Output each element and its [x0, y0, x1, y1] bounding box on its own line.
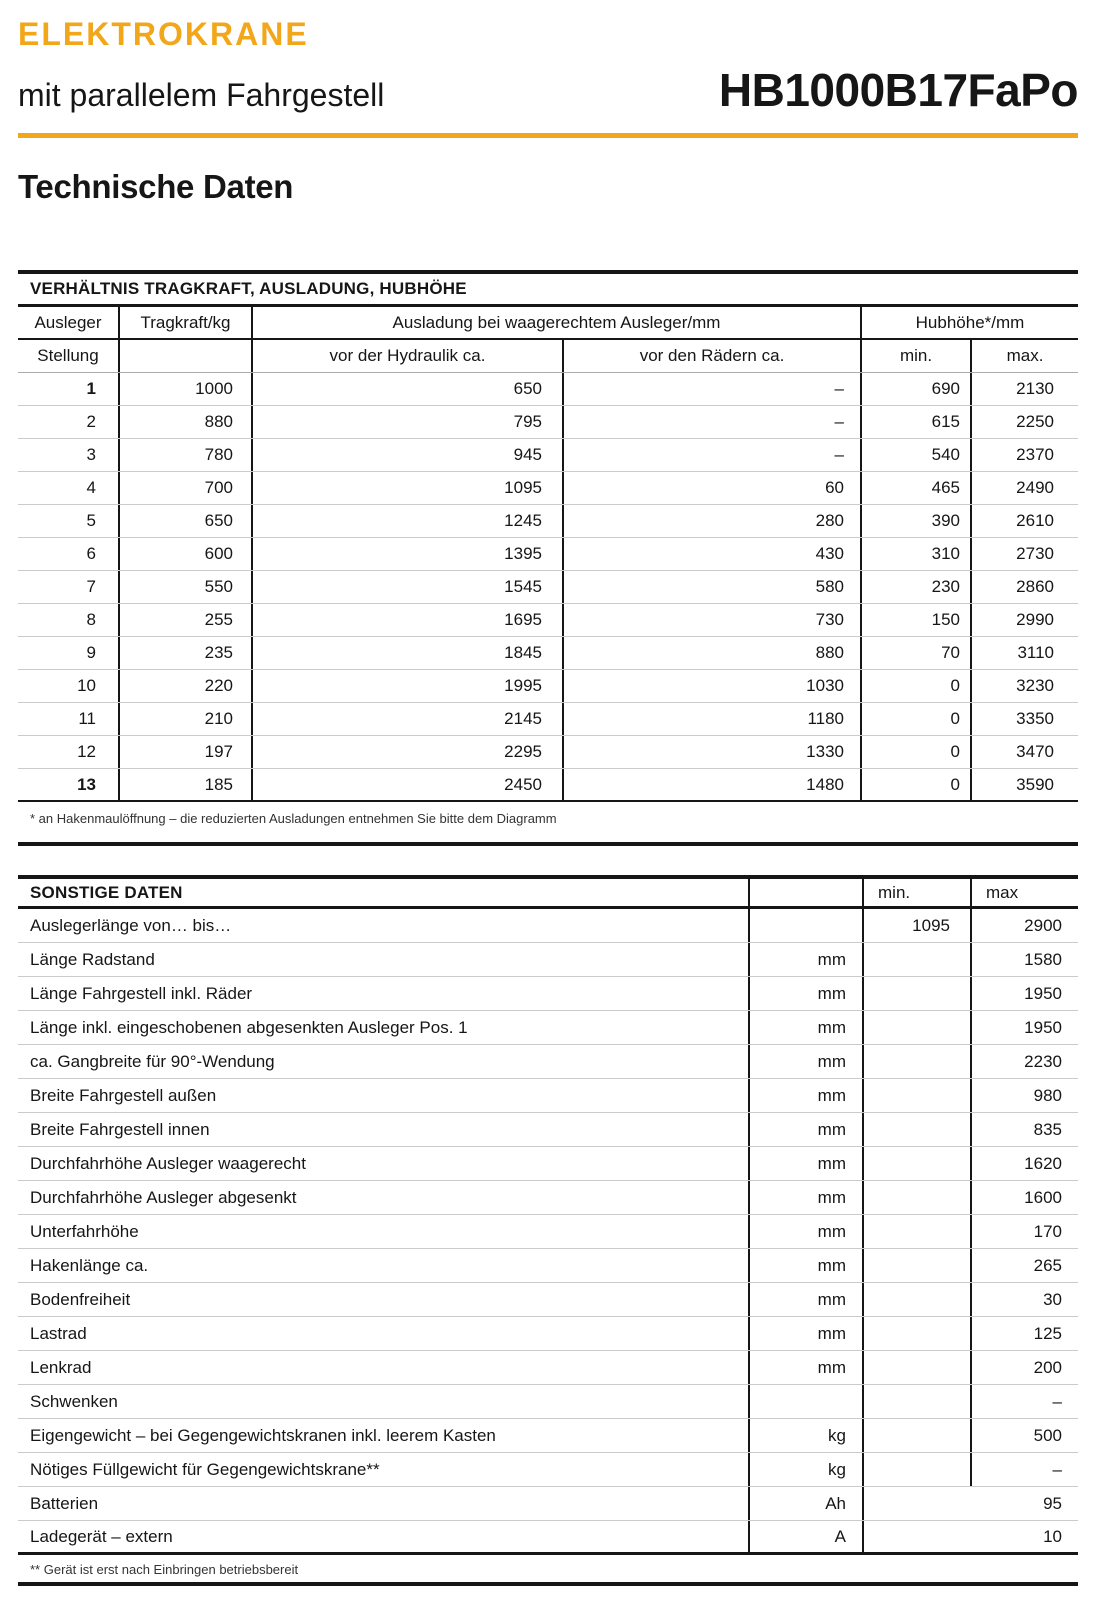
cell-min: 310: [860, 538, 970, 570]
cell-hydraulik: 1245: [251, 505, 562, 537]
cell-raeder: 280: [562, 505, 860, 537]
cell-max: 2730: [970, 538, 1078, 570]
cell-min: [862, 1079, 970, 1112]
cell-min: [862, 1385, 970, 1418]
cell-label: Eigengewicht – bei Gegengewichtskranen inkl. leerem Kasten: [30, 1425, 496, 1445]
cell-label: Breite Fahrgestell innen: [30, 1119, 210, 1139]
col-header-ausladung: Ausladung bei waagerechtem Ausleger/mm: [251, 307, 860, 338]
cell-min: [862, 1045, 970, 1078]
cell-max: 3350: [970, 703, 1078, 735]
cell-min: [862, 1113, 970, 1146]
cell-max: 125: [970, 1317, 1078, 1350]
cell-unit: mm: [748, 943, 862, 976]
cell-label: Lenkrad: [30, 1357, 92, 1377]
cell-label: Länge inkl. eingeschobenen abgesenkten Ausleger Pos. 1: [30, 1017, 468, 1037]
cell-raeder: –: [562, 439, 860, 471]
sonstige-daten-row: [18, 1453, 1078, 1487]
sonstige-daten-row: [18, 1419, 1078, 1453]
cell-unit: A: [748, 1521, 862, 1552]
cell-min: 690: [860, 373, 970, 405]
cell-max: 1950: [970, 1011, 1078, 1044]
tragkraft-table-title: VERHÄLTNIS TRAGKRAFT, AUSLADUNG, HUBHÖHE: [18, 270, 1078, 307]
cell-max: 95: [1043, 1493, 1062, 1513]
cell-raeder: 60: [562, 472, 860, 504]
cell-tragkraft: 700: [118, 472, 251, 504]
col-header-min: min.: [860, 340, 970, 372]
cell-max: 30: [970, 1283, 1078, 1316]
tragkraft-table-row: [18, 736, 1078, 769]
cell-hydraulik: 2450: [251, 769, 562, 800]
cell-unit: mm: [748, 1249, 862, 1282]
cell-hydraulik: 2295: [251, 736, 562, 768]
cell-min: [862, 1249, 970, 1282]
cell-max: 2130: [970, 373, 1078, 405]
cell-min: [862, 1419, 970, 1452]
cell-max: 265: [970, 1249, 1078, 1282]
tragkraft-table-row: [18, 703, 1078, 736]
product-subtitle: mit parallelem Fahrgestell: [18, 77, 385, 113]
cell-min: 0: [860, 769, 970, 800]
cell-hydraulik: 1695: [251, 604, 562, 636]
cell-raeder: 880: [562, 637, 860, 669]
cell-min: [862, 1351, 970, 1384]
sonstige-daten-row: [18, 1147, 1078, 1181]
cell-unit: mm: [748, 1147, 862, 1180]
cell-raeder: 580: [562, 571, 860, 603]
cell-hydraulik: 1845: [251, 637, 562, 669]
cell-stellung: 7: [86, 577, 96, 596]
cell-tragkraft: 220: [118, 670, 251, 702]
cell-max: 1600: [970, 1181, 1078, 1214]
cell-stellung: 10: [77, 676, 96, 695]
cell-min: [862, 943, 970, 976]
cell-label: Bodenfreiheit: [30, 1289, 131, 1309]
cell-max: 500: [970, 1419, 1078, 1452]
tragkraft-table-row: [18, 373, 1078, 406]
cell-max: 2490: [970, 472, 1078, 504]
cell-unit: mm: [748, 1181, 862, 1214]
tragkraft-table: [18, 270, 1078, 846]
sonstige-daten-row: [18, 1283, 1078, 1317]
header-divider: [18, 133, 1078, 138]
cell-max: 3590: [970, 769, 1078, 800]
cell-max: 1580: [970, 943, 1078, 976]
cell-stellung: 11: [78, 709, 96, 728]
cell-label: Schwenken: [30, 1391, 118, 1411]
cell-min: 1095: [862, 909, 970, 942]
model-number: HB1000B17FaPo: [718, 64, 1078, 116]
cell-max: 980: [970, 1079, 1078, 1112]
cell-unit: mm: [748, 1283, 862, 1316]
tragkraft-table-row: [18, 505, 1078, 538]
tragkraft-table-row: [18, 472, 1078, 505]
cell-unit: mm: [748, 1317, 862, 1350]
cell-min: 0: [860, 736, 970, 768]
cell-unit: mm: [748, 1045, 862, 1078]
col-header-max: max: [970, 879, 1078, 906]
cell-raeder: –: [562, 406, 860, 438]
cell-label: Hakenlänge ca.: [30, 1255, 149, 1275]
cell-raeder: 430: [562, 538, 860, 570]
cell-unit: kg: [748, 1419, 862, 1452]
cell-max: 2230: [970, 1045, 1078, 1078]
sonstige-daten-row: [18, 1181, 1078, 1215]
sonstige-daten-row: [18, 1079, 1078, 1113]
cell-hydraulik: 1545: [251, 571, 562, 603]
cell-max: 3110: [970, 637, 1078, 669]
cell-min: [862, 1011, 970, 1044]
cell-unit: mm: [748, 977, 862, 1010]
cell-stellung: 2: [86, 412, 96, 431]
sonstige-daten-row: [18, 1385, 1078, 1419]
sonstige-daten-row: [18, 1215, 1078, 1249]
sonstige-daten-table: [18, 875, 1078, 1586]
sonstige-daten-row: [18, 943, 1078, 977]
cell-max: 200: [970, 1351, 1078, 1384]
cell-max: 170: [970, 1215, 1078, 1248]
cell-min: [862, 1181, 970, 1214]
cell-tragkraft: 550: [118, 571, 251, 603]
cell-raeder: 1480: [562, 769, 860, 800]
cell-min: 70: [860, 637, 970, 669]
sonstige-daten-row: [18, 1351, 1078, 1385]
cell-stellung: 1: [86, 379, 96, 398]
tragkraft-table-row: [18, 670, 1078, 703]
cell-unit: kg: [748, 1453, 862, 1486]
cell-raeder: 1180: [562, 703, 860, 735]
cell-stellung: 9: [86, 643, 96, 662]
cell-raeder: 730: [562, 604, 860, 636]
header-row: [18, 63, 1078, 117]
cell-max: –: [970, 1385, 1078, 1418]
cell-stellung: 4: [86, 478, 96, 497]
cell-raeder: 1330: [562, 736, 860, 768]
cell-min: 0: [860, 703, 970, 735]
cell-unit: [748, 909, 862, 942]
col-header-empty: [118, 340, 251, 372]
cell-min: 150: [860, 604, 970, 636]
brand-title: ELEKTROKRANE: [18, 16, 309, 52]
col-header-ausleger: Ausleger: [34, 312, 102, 332]
cell-max: 2610: [970, 505, 1078, 537]
col-header-stellung: Stellung: [37, 346, 99, 365]
cell-min: 540: [860, 439, 970, 471]
cell-stellung: 8: [86, 610, 96, 629]
tragkraft-table-row: [18, 604, 1078, 637]
cell-min: 390: [860, 505, 970, 537]
cell-unit: mm: [748, 1113, 862, 1146]
cell-unit: Ah: [748, 1487, 862, 1520]
cell-label: Auslegerlänge von… bis…: [30, 915, 232, 935]
cell-tragkraft: 185: [118, 769, 251, 800]
cell-min: 465: [860, 472, 970, 504]
cell-label: Durchfahrhöhe Ausleger waagerecht: [30, 1153, 306, 1173]
cell-min: [862, 1147, 970, 1180]
cell-stellung: 3: [86, 445, 96, 464]
cell-tragkraft: 880: [118, 406, 251, 438]
cell-hydraulik: 1095: [251, 472, 562, 504]
sonstige-daten-row: [18, 909, 1078, 943]
col-header-min: min.: [862, 879, 970, 906]
tragkraft-table-body: [18, 373, 1078, 802]
cell-max: 2370: [970, 439, 1078, 471]
cell-label: Durchfahrhöhe Ausleger abgesenkt: [30, 1187, 297, 1207]
sonstige-daten-row: [18, 1521, 1078, 1555]
sonstige-daten-footnote: ** Gerät ist erst nach Einbringen betriebsbereit: [18, 1555, 1078, 1586]
col-header-tragkraft: Tragkraft/kg: [118, 307, 251, 338]
cell-max: 835: [970, 1113, 1078, 1146]
cell-label: Batterien: [30, 1493, 99, 1513]
cell-min: [862, 1453, 970, 1486]
col-header-hydraulik: vor der Hydraulik ca.: [251, 340, 562, 372]
tragkraft-table-header-groups: [18, 307, 1078, 340]
cell-hydraulik: 650: [251, 373, 562, 405]
cell-max: 3230: [970, 670, 1078, 702]
cell-min: 0: [860, 670, 970, 702]
cell-tragkraft: 235: [118, 637, 251, 669]
sonstige-daten-row: [18, 1249, 1078, 1283]
cell-unit: [748, 1385, 862, 1418]
tragkraft-table-footnote: * an Hakenmaulöffnung – die reduzierten Ausladungen entnehmen Sie bitte dem Diagramm: [18, 802, 1078, 846]
cell-unit: mm: [748, 1215, 862, 1248]
cell-tragkraft: 197: [118, 736, 251, 768]
col-header-unit-empty: [748, 879, 862, 906]
cell-unit: mm: [748, 1011, 862, 1044]
col-header-hubhoehe: Hubhöhe*/mm: [860, 307, 1078, 338]
cell-min: [862, 1487, 970, 1520]
cell-tragkraft: 600: [118, 538, 251, 570]
cell-max: 1950: [970, 977, 1078, 1010]
sonstige-daten-header: [18, 875, 1078, 909]
cell-stellung: 13: [77, 774, 96, 794]
cell-min: 230: [860, 571, 970, 603]
cell-stellung: 6: [86, 544, 96, 563]
cell-max: 2860: [970, 571, 1078, 603]
sonstige-daten-title: SONSTIGE DATEN: [30, 882, 183, 902]
tragkraft-table-header-sub: [18, 340, 1078, 373]
cell-raeder: 1030: [562, 670, 860, 702]
cell-max: 1620: [970, 1147, 1078, 1180]
cell-label: Unterfahrhöhe: [30, 1221, 139, 1241]
cell-tragkraft: 210: [118, 703, 251, 735]
sonstige-daten-row: [18, 977, 1078, 1011]
cell-min: [862, 1317, 970, 1350]
cell-label: Ladegerät – extern: [30, 1526, 173, 1546]
cell-hydraulik: 1995: [251, 670, 562, 702]
page-title: Technische Daten: [18, 168, 294, 205]
cell-hydraulik: 2145: [251, 703, 562, 735]
cell-label: Länge Radstand: [30, 949, 155, 969]
cell-tragkraft: 1000: [118, 373, 251, 405]
cell-label: Nötiges Füllgewicht für Gegengewichtskrane**: [30, 1459, 380, 1479]
cell-hydraulik: 795: [251, 406, 562, 438]
cell-stellung: 5: [86, 511, 96, 530]
cell-max: 2250: [970, 406, 1078, 438]
cell-label: ca. Gangbreite für 90°-Wendung: [30, 1051, 275, 1071]
cell-label: Lastrad: [30, 1323, 87, 1343]
sonstige-daten-row: [18, 1011, 1078, 1045]
cell-min: [862, 1521, 970, 1552]
cell-min: [862, 977, 970, 1010]
tragkraft-table-row: [18, 439, 1078, 472]
cell-stellung: 12: [77, 742, 96, 761]
tragkraft-table-row: [18, 637, 1078, 670]
sonstige-daten-body: [18, 909, 1078, 1555]
sonstige-daten-row: [18, 1113, 1078, 1147]
cell-max: 2900: [970, 909, 1078, 942]
cell-min: [862, 1215, 970, 1248]
tragkraft-table-row: [18, 571, 1078, 604]
tragkraft-table-row: [18, 538, 1078, 571]
sonstige-daten-row: [18, 1045, 1078, 1079]
cell-hydraulik: 945: [251, 439, 562, 471]
cell-tragkraft: 650: [118, 505, 251, 537]
col-header-raeder: vor den Rädern ca.: [562, 340, 860, 372]
sonstige-daten-row: [18, 1317, 1078, 1351]
cell-max: –: [970, 1453, 1078, 1486]
cell-label: Breite Fahrgestell außen: [30, 1085, 217, 1105]
cell-unit: mm: [748, 1079, 862, 1112]
col-header-max: max.: [970, 340, 1078, 372]
sonstige-daten-row: [18, 1487, 1078, 1521]
cell-max: 10: [1043, 1526, 1062, 1546]
cell-hydraulik: 1395: [251, 538, 562, 570]
cell-max: 2990: [970, 604, 1078, 636]
tragkraft-table-row: [18, 769, 1078, 802]
cell-label: Länge Fahrgestell inkl. Räder: [30, 983, 253, 1003]
cell-tragkraft: 780: [118, 439, 251, 471]
cell-unit: mm: [748, 1351, 862, 1384]
cell-max: 3470: [970, 736, 1078, 768]
tragkraft-table-row: [18, 406, 1078, 439]
cell-min: [862, 1283, 970, 1316]
cell-min: 615: [860, 406, 970, 438]
cell-tragkraft: 255: [118, 604, 251, 636]
cell-raeder: –: [562, 373, 860, 405]
